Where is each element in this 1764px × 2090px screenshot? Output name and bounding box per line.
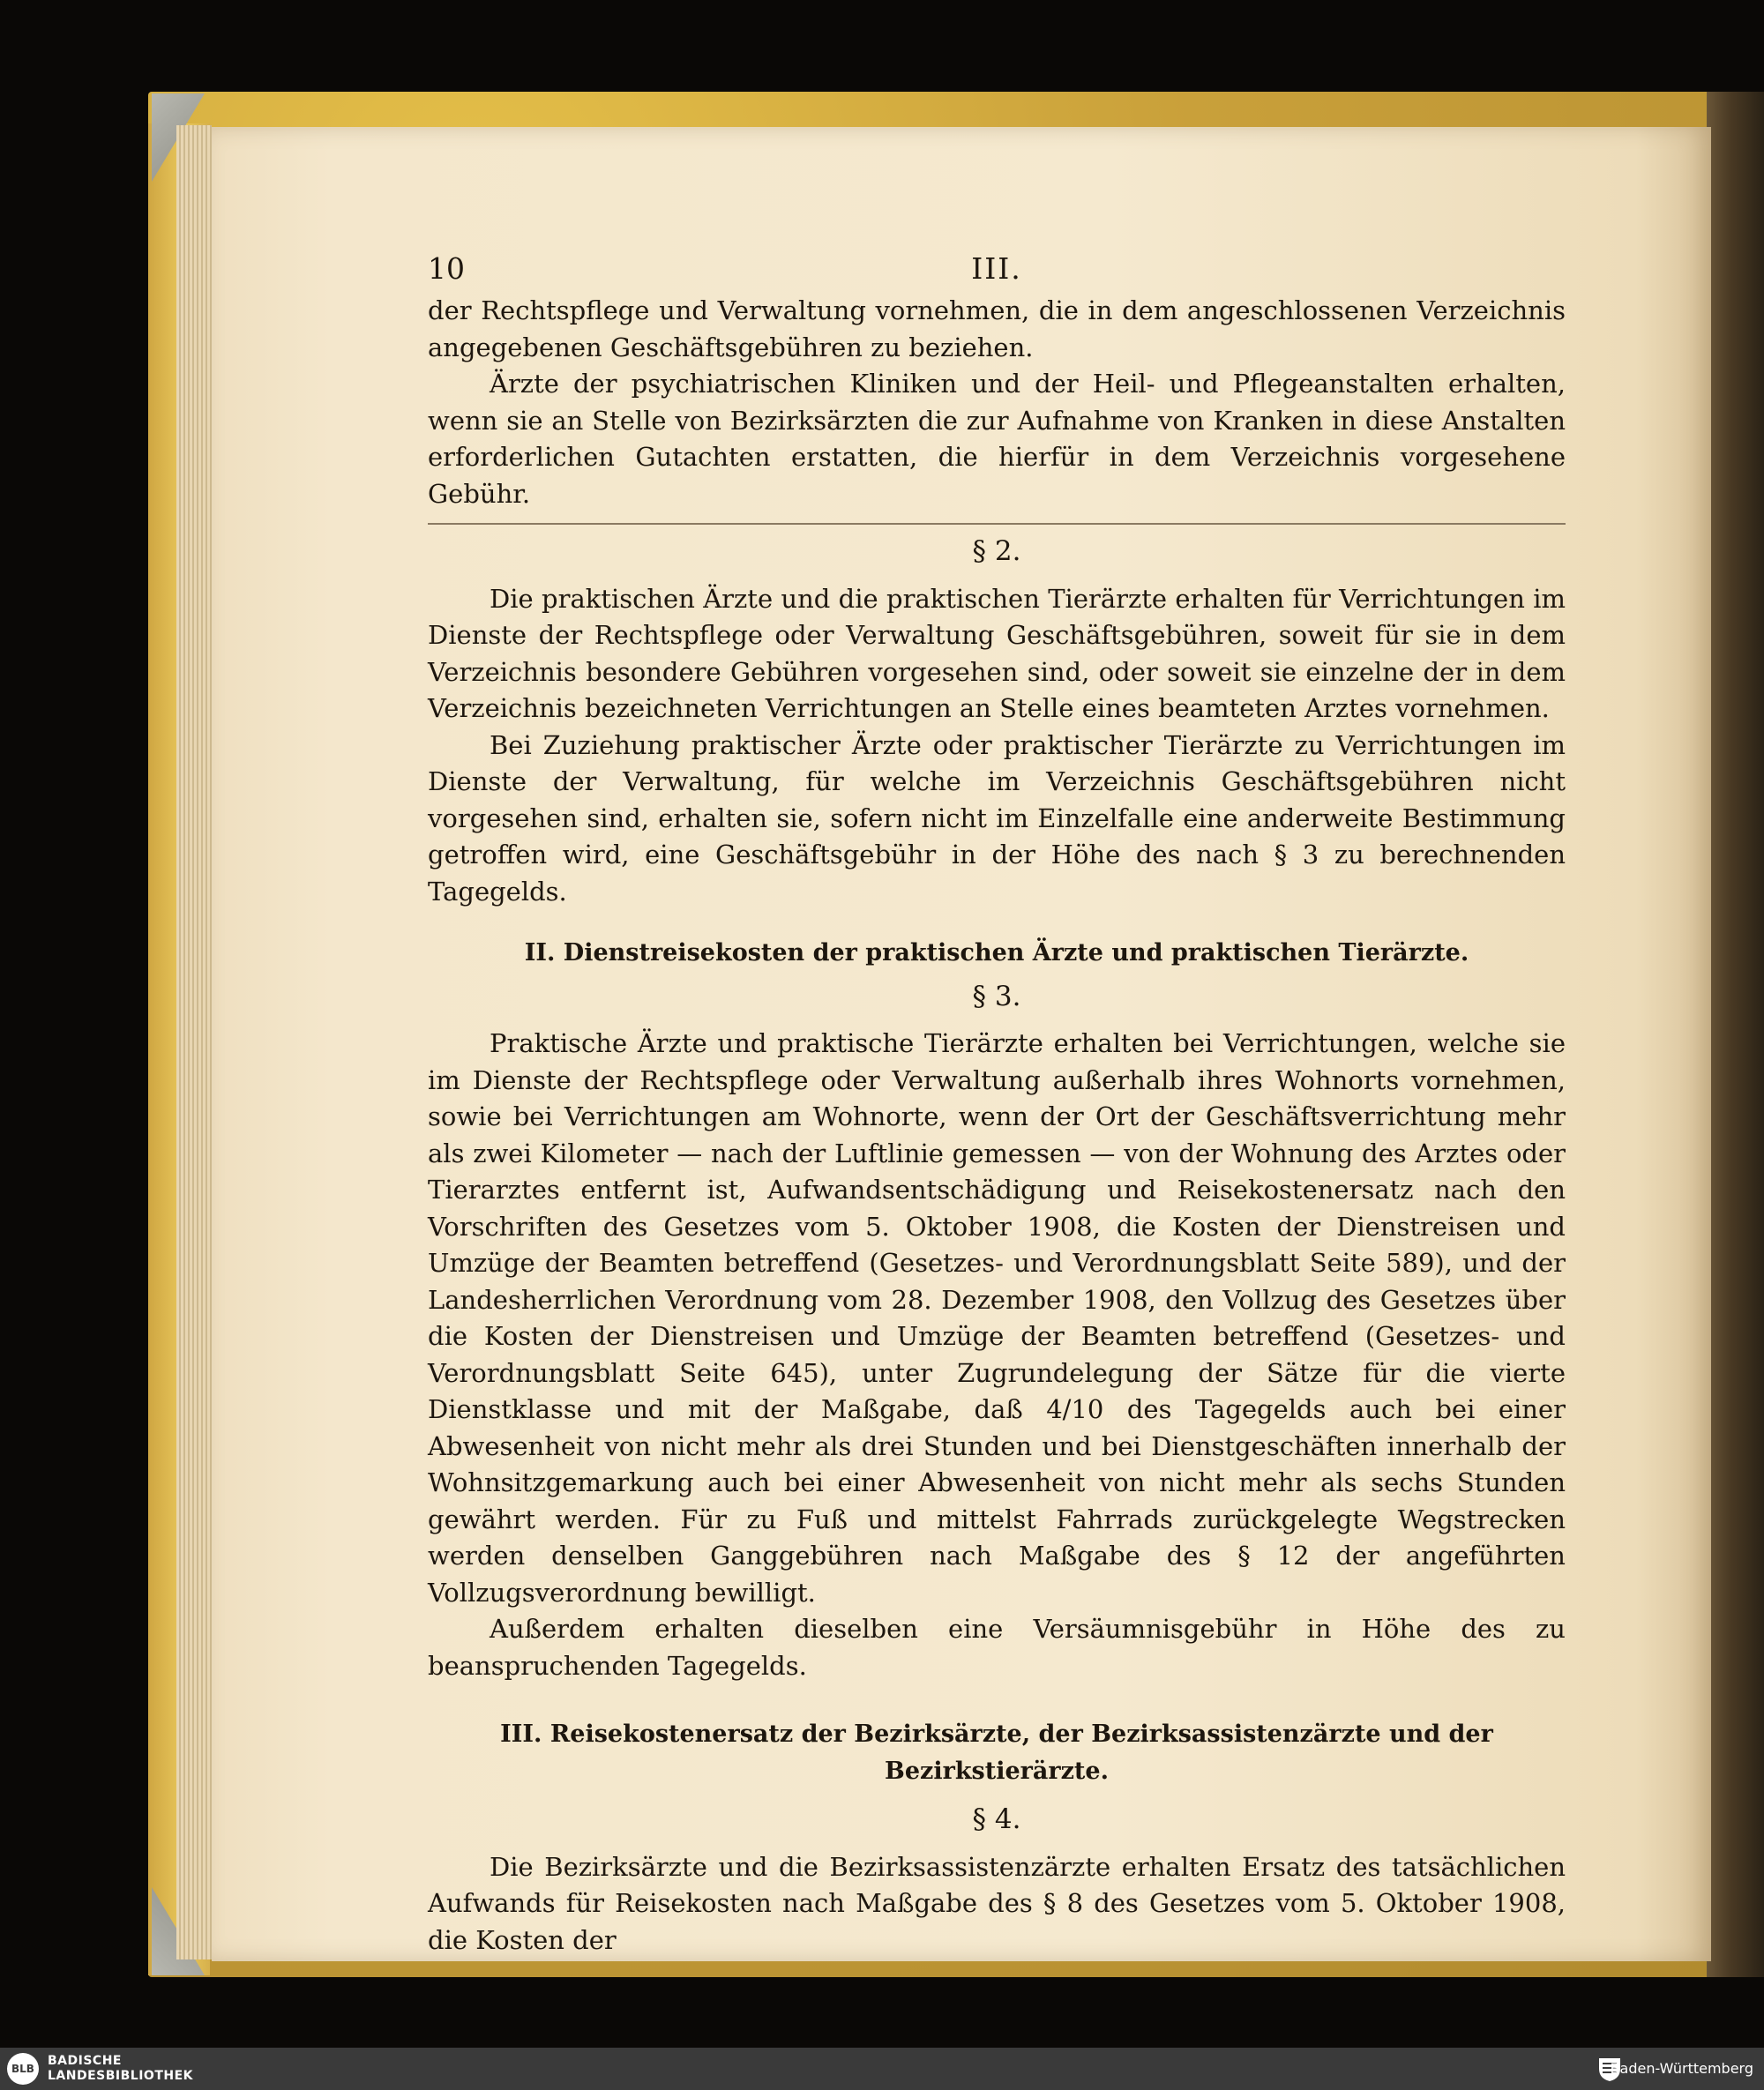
heading-ii: II. Dienstreisekosten der praktischen Ärzte und praktischen Tierärzte. (524, 939, 1469, 967)
paragraph-s2-2: Bei Zuziehung praktischer Ärzte oder praktischer Tierärzte zu Verrichtungen im Dienste der Verwaltung, für welche im Verzeichnis Geschäftsgebühren nicht vorgesehen sind, erhalten sie, sofern nicht im Einzelfalle eine anderweite Bestimmung getroffen wird, eine Geschäftsgebühr in der Höhe des nach § 3 zu berechnenden Tagegelds. (428, 729, 1566, 907)
paragraph-s2-1: Die praktischen Ärzte und die praktischen Tierärzte erhalten für Verrichtungen im Dienste der Rechtspflege oder Verwaltung Geschäftsgebühren, soweit für sie in dem Verzeichnis besondere Gebühren vorgesehen sind, oder soweit sie einzelne der in dem Verzeichnis bezeichneten Verrichtungen an Stelle eines beamteten Arztes vornehmen. (428, 583, 1566, 723)
divider-rule (428, 523, 1566, 525)
page-number: 10 (428, 251, 465, 286)
blb-logo[interactable]: BLB (7, 2053, 39, 2085)
page-text (428, 240, 1566, 1959)
blb-name-line1: BADISCHE (48, 2054, 122, 2068)
section-sign-2: § 2. (972, 535, 1021, 567)
footer-bar (0, 2048, 1764, 2090)
paragraph-s3-2: Außerdem erhalten dieselben eine Versäumnisgebühr in Höhe des zu beanspruchenden Tagegelds. (428, 1614, 1566, 1681)
blb-name (48, 2054, 193, 2084)
section-sign-3: § 3. (972, 980, 1021, 1012)
paragraph-psychiatric: Ärzte der psychiatrischen Kliniken und der Heil- und Pflegeanstalten erhalten, wenn sie an Stelle von Bezirksärzten die zur Aufnahme von Kranken in diese Anstalten erforderlichen Gutachten erstatten, die hierfür in dem Verzeichnis vorgesehene Gebühr. (428, 369, 1566, 509)
paragraph-continued: der Rechtspflege und Verwaltung vornehmen, die in dem angeschlossenen Verzeichnis angegebenen Geschäftsgebühren zu beziehen. (428, 295, 1566, 362)
blb-name-line2: LANDESBIBLIOTHEK (48, 2069, 194, 2083)
paragraph-s4-1: Die Bezirksärzte und die Bezirksassistenzärzte erhalten Ersatz des tatsächlichen Aufwands für Reisekosten nach Maßgabe des § 8 des Gesetzes vom 5. Oktober 1908, die Kosten der (428, 1851, 1566, 1955)
paragraph-s3-1: Praktische Ärzte und praktische Tierärzte erhalten bei Verrichtungen, welche sie im Dienste der Rechtspflege oder Verwaltung außerhalb ihres Wohnorts vornehmen, sowie bei Verrichtungen am Wohnorte, wenn der Ort der Geschäftsverrichtung mehr als zwei Kilometer — nach der Luftlinie gemessen — von der Wohnung des Arztes oder Tierarztes entfernt ist, Aufwandsentschädigung und Reisekostenersatz nach den Vorschriften des Gesetzes vom 5. Oktober 1908, die Kosten der Dienstreisen und Umzüge der Beamten betreffend (Gesetzes- und Verordnungsblatt Seite 589), und der Landesherrlichen Verordnung vom 28. Dezember 1908, den Vollzug des Gesetzes über die Kosten der Dienstreisen und Umzüge der Beamten betreffend (Gesetzes- und Verordnungsblatt Seite 645), unter Zugrundelegung der Sätze für die vierte Dienstklasse und mit der Maßgabe, daß 4/10 des Tagegelds auch bei einer Abwesenheit von nicht mehr als drei Stunden und bei Dienstgeschäften innerhalb der Wohnsitzgemarkung auch bei einer Abwesenheit von nicht mehr als sechs Stunden gewährt werden. Für zu Fuß und mittelst Fahrrads zurückgelegte Wegstrecken werden denselben Ganggebühren nach Maßgabe des § 12 der angeführten Vollzugsverordnung bewilligt. (428, 1028, 1566, 1608)
book-binding-shadow (1707, 92, 1764, 1977)
heading-iii: III. Reisekostenersatz der Bezirksärzte, der Bezirksassistenzärzte und der Bezirkstierärzte. (500, 1721, 1493, 1785)
section-number: III. (971, 251, 1022, 286)
baden-wuerttemberg-label[interactable]: Baden-Württemberg (1610, 2060, 1753, 2077)
page-header (428, 240, 1566, 293)
page-stack-edges (176, 125, 212, 1959)
section-sign-4: § 4. (972, 1803, 1021, 1835)
